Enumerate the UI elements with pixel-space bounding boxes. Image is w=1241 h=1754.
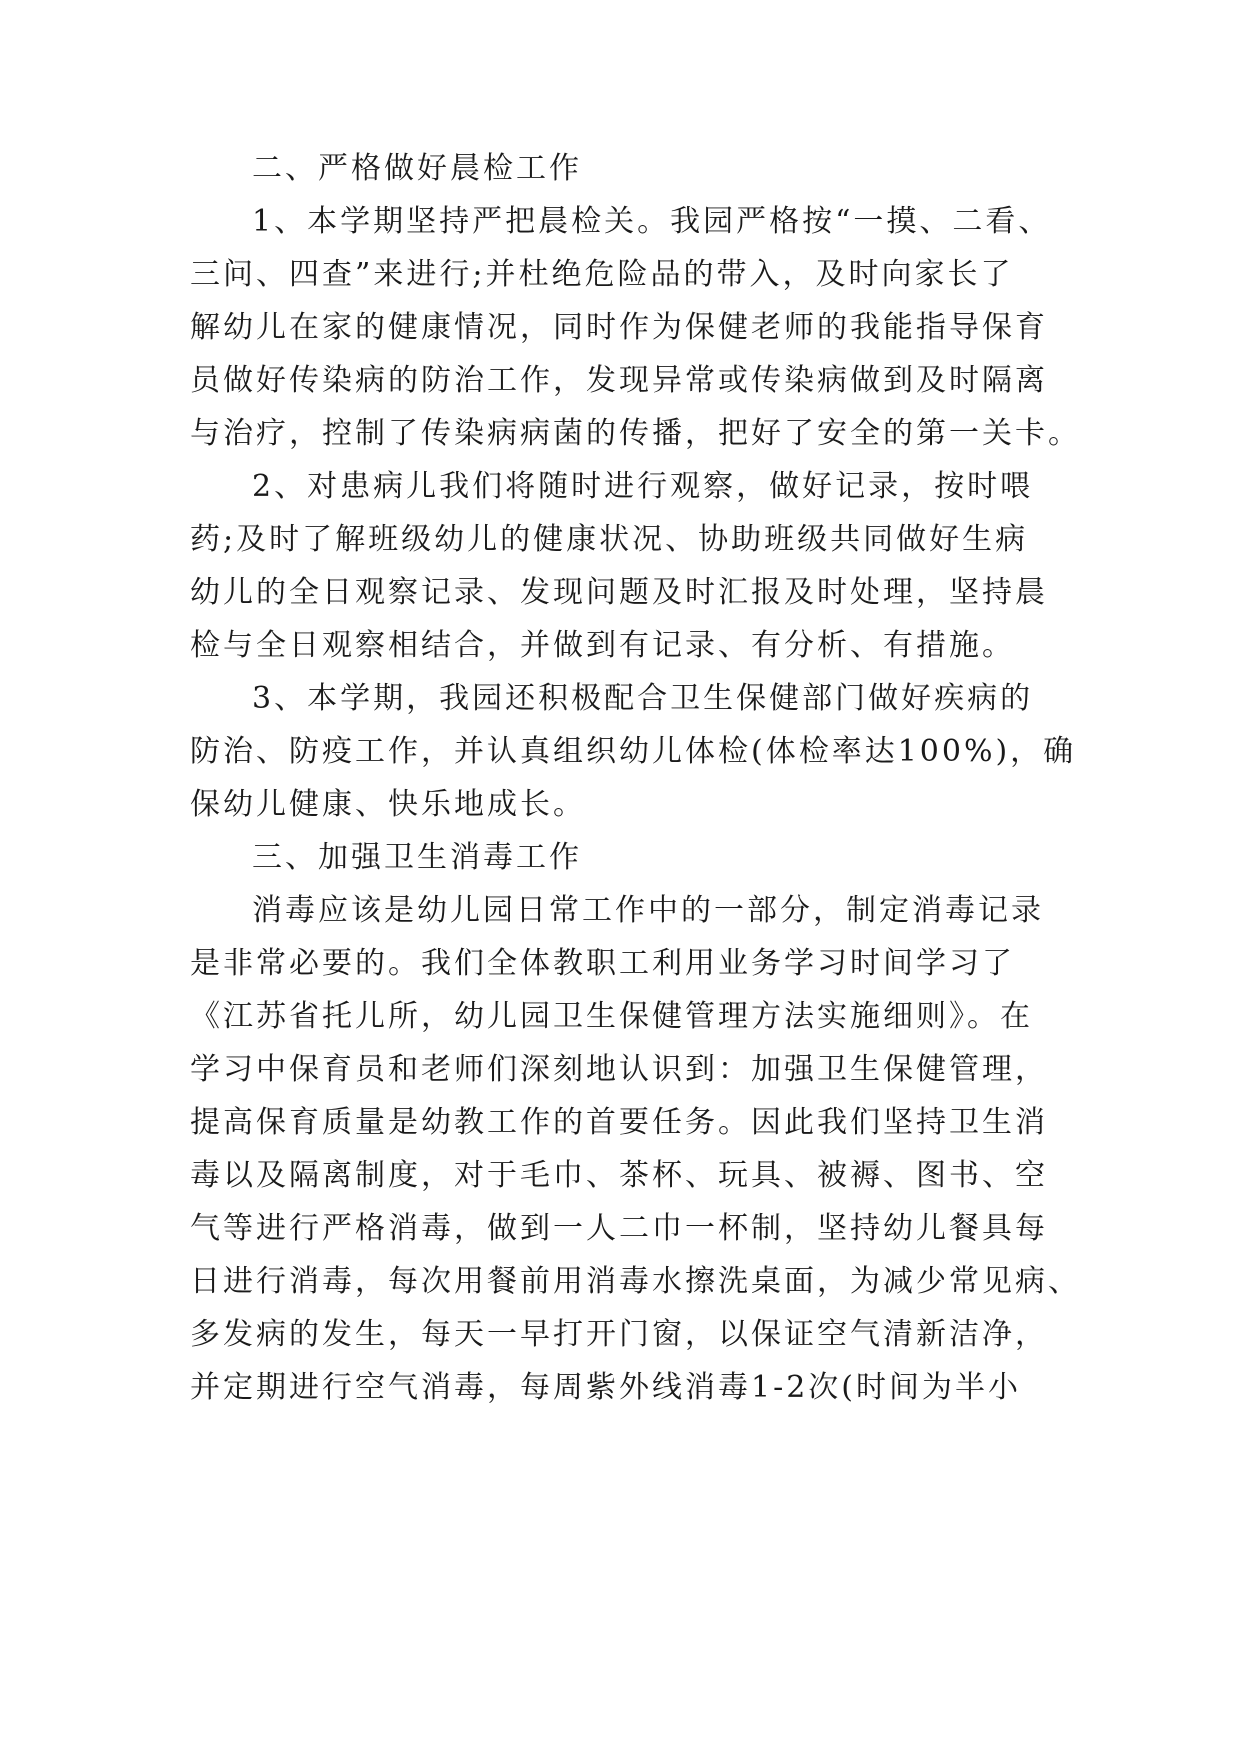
paragraph-line: 提高保育质量是幼教工作的首要任务。因此我们坚持卫生消: [190, 1105, 1048, 1140]
paragraph-line: 1、本学期坚持严把晨检关。我园严格按“一摸、二看、: [252, 204, 1052, 239]
paragraph-line: 多发病的发生，每天一早打开门窗，以保证空气清新洁净，: [190, 1317, 1048, 1352]
paragraph-line: 与治疗，控制了传染病病菌的传播，把好了安全的第一关卡。: [190, 416, 1081, 451]
paragraph-line: 是非常必要的。我们全体教职工利用业务学习时间学习了: [190, 946, 1015, 981]
paragraph-line: 防治、防疫工作，并认真组织幼儿体检(体检率达100%)，确: [190, 734, 1077, 769]
paragraph-line: 气等进行严格消毒，做到一人二巾一杯制，坚持幼儿餐具每: [190, 1211, 1048, 1246]
paragraph-line: 保幼儿健康、快乐地成长。: [190, 787, 586, 822]
paragraph-line: 毒以及隔离制度，对于毛巾、茶杯、玩具、被褥、图书、空: [190, 1158, 1048, 1193]
section-heading-2: 二、严格做好晨检工作: [252, 151, 582, 186]
section-heading-3: 三、加强卫生消毒工作: [252, 840, 582, 875]
paragraph-line: 解幼儿在家的健康情况，同时作为保健老师的我能指导保育: [190, 310, 1048, 345]
paragraph-line: 3、本学期，我园还积极配合卫生保健部门做好疾病的: [252, 681, 1034, 716]
paragraph-line: 消毒应该是幼儿园日常工作中的一部分，制定消毒记录: [252, 893, 1044, 928]
paragraph-line: 检与全日观察相结合，并做到有记录、有分析、有措施。: [190, 628, 1015, 663]
paragraph-line: 幼儿的全日观察记录、发现问题及时汇报及时处理，坚持晨: [190, 575, 1048, 610]
paragraph-line: 员做好传染病的防治工作，发现异常或传染病做到及时隔离: [190, 363, 1048, 398]
paragraph-line: 并定期进行空气消毒，每周紫外线消毒1-2次(时间为半小: [190, 1370, 1022, 1405]
paragraph-line: 三问、四查”来进行;并杜绝危险品的带入，及时向家长了: [190, 257, 1014, 292]
paragraph-line: 药;及时了解班级幼儿的健康状况、协助班级共同做好生病: [190, 522, 1029, 557]
paragraph-line: 2、对患病儿我们将随时进行观察，做好记录，按时喂: [252, 469, 1034, 504]
paragraph-line: 《江苏省托儿所，幼儿园卫生保健管理方法实施细则》。在: [190, 999, 1033, 1034]
paragraph-line: 学习中保育员和老师们深刻地认识到：加强卫生保健管理，: [190, 1052, 1048, 1087]
paragraph-line: 日进行消毒，每次用餐前用消毒水擦洗桌面，为减少常见病、: [190, 1264, 1081, 1299]
